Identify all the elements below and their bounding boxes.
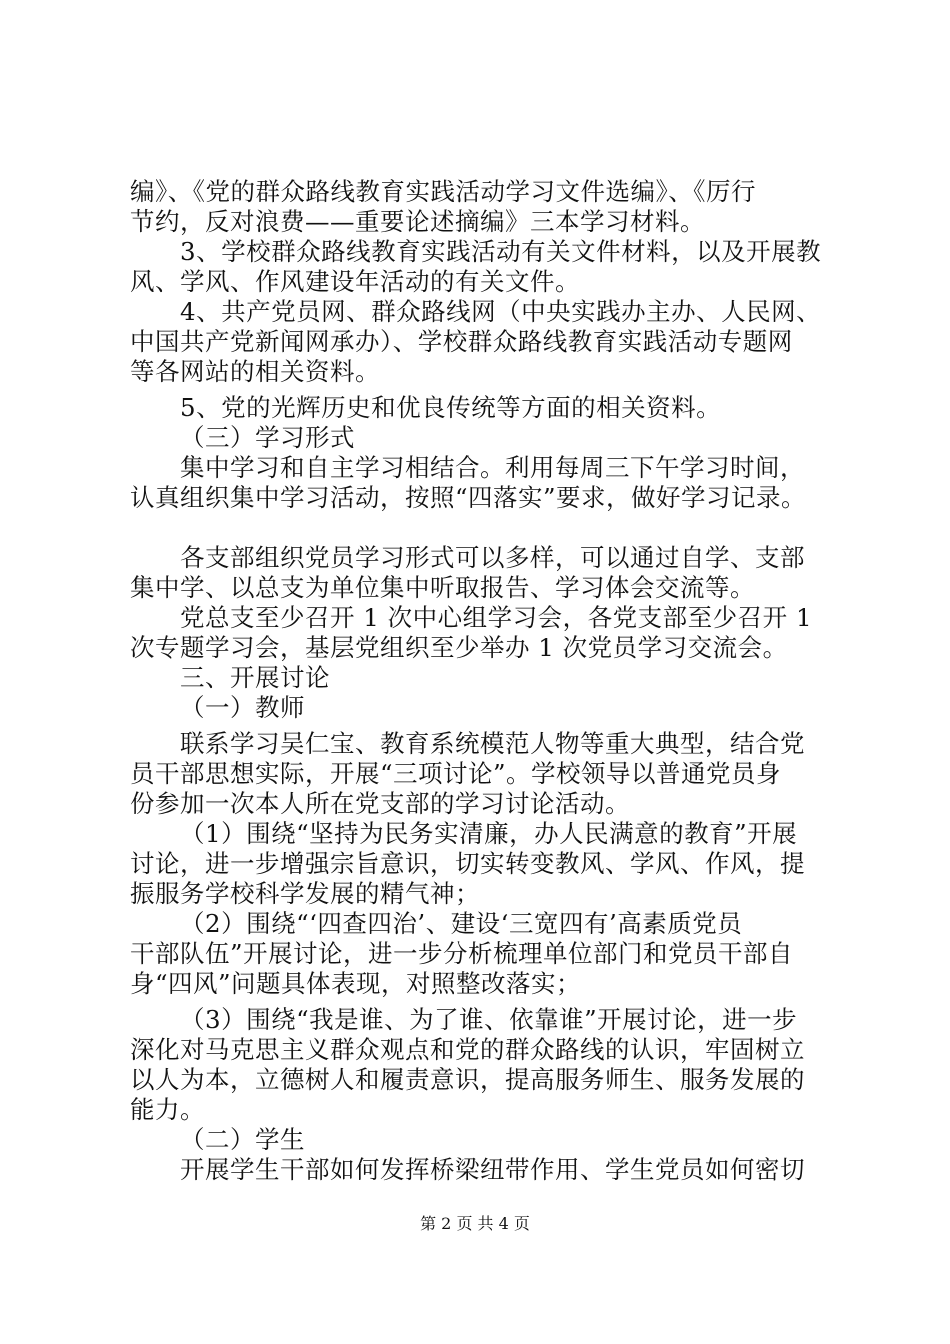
text-line: 编》、《党的群众路线教育实践活动学习文件选编》、《厉行	[130, 177, 756, 206]
text-line: 深化对马克思主义群众观点和党的群众路线的认识，牢固树立	[130, 1035, 805, 1064]
section-heading: （二）学生	[180, 1125, 305, 1154]
text-line: （1）围绕“坚持为民务实清廉，办人民满意的教育”开展	[180, 819, 798, 848]
text-line: 认真组织集中学习活动，按照“四落实”要求，做好学习记录。	[130, 483, 807, 512]
section-heading: （一）教师	[180, 693, 305, 722]
text-line: （3）围绕“我是谁、为了谁、依靠谁”开展讨论，进一步	[180, 1005, 798, 1034]
text-line: 讨论，进一步增强宗旨意识，切实转变教风、学风、作风，提	[130, 849, 805, 878]
text-line: 风、学风、作风建设年活动的有关文件。	[130, 267, 580, 296]
text-line: 中国共产党新闻网承办）、学校群众路线教育实践活动专题网	[130, 327, 793, 356]
text-line: 3、学校群众路线教育实践活动有关文件材料，以及开展教	[180, 237, 822, 266]
text-line: 党总支至少召开 1 次中心组学习会，各党支部至少召开 1	[180, 603, 813, 632]
text-line: 员干部思想实际，开展“三项讨论”。学校领导以普通党员身	[130, 759, 782, 788]
text-line: 等各网站的相关资料。	[130, 357, 380, 386]
text-line: 开展学生干部如何发挥桥梁纽带作用、学生党员如何密切	[180, 1155, 805, 1184]
text-line: 集中学、以总支为单位集中听取报告、学习体会交流等。	[130, 573, 755, 602]
text-line: 身“四风”问题具体表现，对照整改落实；	[130, 969, 582, 998]
section-heading: （三）学习形式	[180, 423, 355, 452]
text-line: 振服务学校科学发展的精气神；	[130, 879, 480, 908]
section-heading: 三、开展讨论	[180, 663, 330, 692]
text-line: 份参加一次本人所在党支部的学习讨论活动。	[130, 789, 630, 818]
text-line: 各支部组织党员学习形式可以多样，可以通过自学、支部	[180, 543, 805, 572]
page-number-footer: 第 2 页 共 4 页	[420, 1214, 530, 1233]
text-line: 5、党的光辉历史和优良传统等方面的相关资料。	[180, 393, 722, 422]
text-line: 次专题学习会，基层党组织至少举办 1 次党员学习交流会。	[130, 633, 788, 662]
text-line: 集中学习和自主学习相结合。利用每周三下午学习时间，	[180, 453, 805, 482]
text-line: 节约，反对浪费——重要论述摘编》三本学习材料。	[130, 207, 705, 236]
text-line: （2）围绕“‘四查四治’、建设‘三宽四有’高素质党员	[180, 909, 743, 938]
text-line: 能力。	[130, 1095, 205, 1124]
text-line: 干部队伍”开展讨论，进一步分析梳理单位部门和党员干部自	[130, 939, 794, 968]
text-line: 4、共产党员网、群众路线网（中央实践办主办、人民网、	[180, 297, 822, 326]
text-line: 以人为本，立德树人和履责意识，提高服务师生、服务发展的	[130, 1065, 805, 1094]
text-line: 联系学习吴仁宝、教育系统模范人物等重大典型，结合党	[180, 729, 805, 758]
